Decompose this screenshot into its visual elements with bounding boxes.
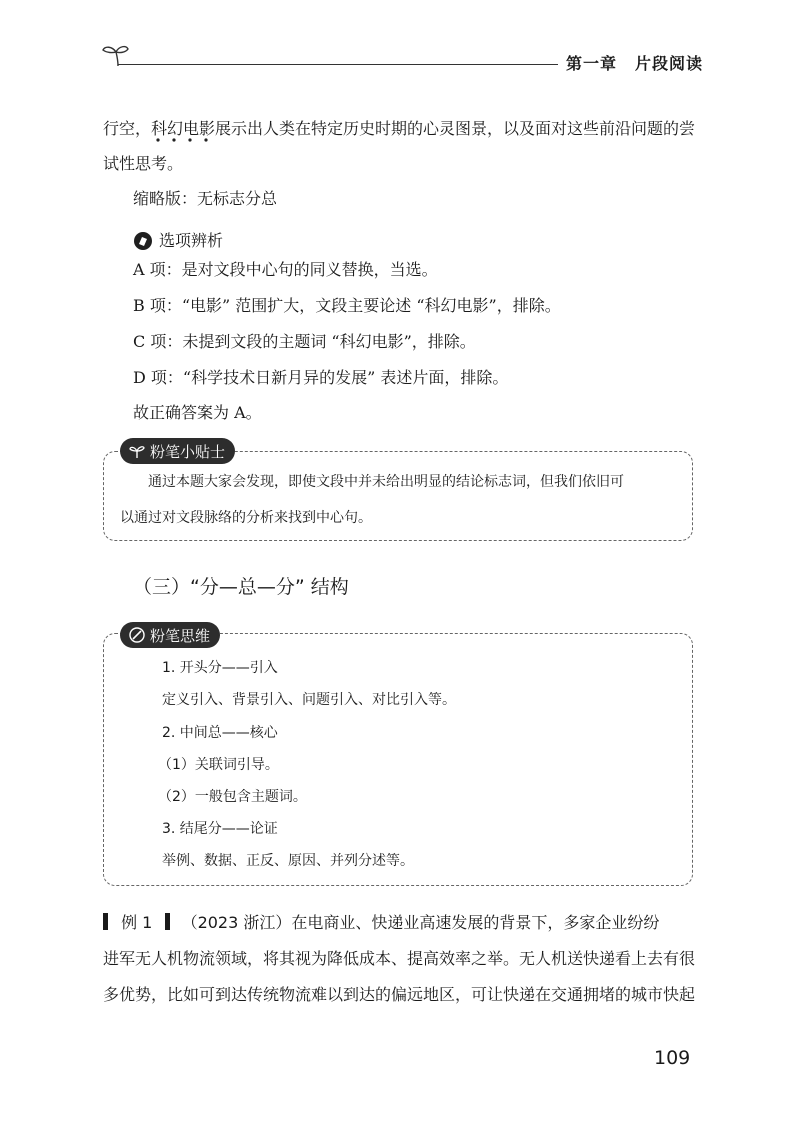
tip-tag-label: 粉笔小贴士 (150, 442, 226, 461)
thinking-line-3: 2. 中间总——核心 (162, 725, 278, 741)
analysis-title: 选项辨析 (159, 231, 224, 250)
thinking-tag (120, 622, 220, 648)
example-line-3: 多优势，比如可到达传统物流难以到达的偏远地区，可让快递在交通拥堵的城市快起 (103, 985, 696, 1004)
option-c: C 项：未提到文段的主题词 “科幻电影”，排除。 (133, 332, 476, 351)
thinking-line-4: （1）关联词引导。 (158, 757, 279, 773)
condensed-version: 缩略版：无标志分总 (133, 189, 278, 208)
example-bar-left (103, 913, 108, 930)
example-bar-right (165, 913, 170, 930)
chapter-title: 片段阅读 (635, 54, 704, 73)
chapter-heading (566, 51, 703, 75)
header-rule (118, 64, 558, 65)
example-line-2: 进军无人机物流领域，将其视为降低成本、提高效率之举。无人机送快递看上去有很 (103, 949, 696, 968)
chalk-icon (128, 626, 146, 644)
analysis-icon (133, 231, 153, 251)
paragraph-line-2: 试性思考。 (103, 154, 184, 173)
tip-line-1: 通过本题大家会发现，即使文段中并未给出明显的结论标志词，但我们依旧可 (148, 474, 624, 490)
answer-line: 故正确答案为 A。 (133, 403, 262, 422)
emphasis-dots (150, 137, 220, 143)
section-heading: （三）“分—总—分” 结构 (133, 576, 349, 598)
tip-line-2: 以通过对文段脉络的分析来找到中心句。 (120, 510, 372, 526)
thinking-line-1: 1. 开头分——引入 (162, 660, 278, 676)
thinking-tag-label: 粉笔思维 (150, 626, 211, 645)
chapter-number: 第一章 (566, 54, 618, 73)
example-text-1: （2023 浙江）在电商业、快递业高速发展的背景下，多家企业纷纷 (181, 913, 660, 932)
thinking-line-5: （2）一般包含主题词。 (158, 789, 307, 805)
thinking-line-2: 定义引入、背景引入、问题引入、对比引入等。 (162, 692, 456, 708)
paragraph-line-1: 行空，科幻电影展示出人类在特定历史时期的心灵图景，以及面对这些前沿问题的尝 (103, 119, 696, 138)
thinking-line-7: 举例、数据、正反、原因、并列分述等。 (162, 853, 414, 869)
option-d: D 项：“科学技术日新月异的发展” 表述片面，排除。 (133, 368, 509, 387)
thinking-line-6: 3. 结尾分——论证 (162, 821, 278, 837)
example-label: 例 1 (121, 913, 153, 932)
option-b: B 项：“电影” 范围扩大，文段主要论述 “科幻电影”，排除。 (133, 296, 561, 315)
tip-tag (120, 438, 235, 464)
sprout-tag-icon (128, 442, 146, 460)
example-line-1 (103, 910, 659, 936)
analysis-heading (133, 229, 223, 253)
page-number: 109 (654, 1047, 691, 1069)
option-a: A 项：是对文段中心句的同义替换，当选。 (133, 260, 438, 279)
